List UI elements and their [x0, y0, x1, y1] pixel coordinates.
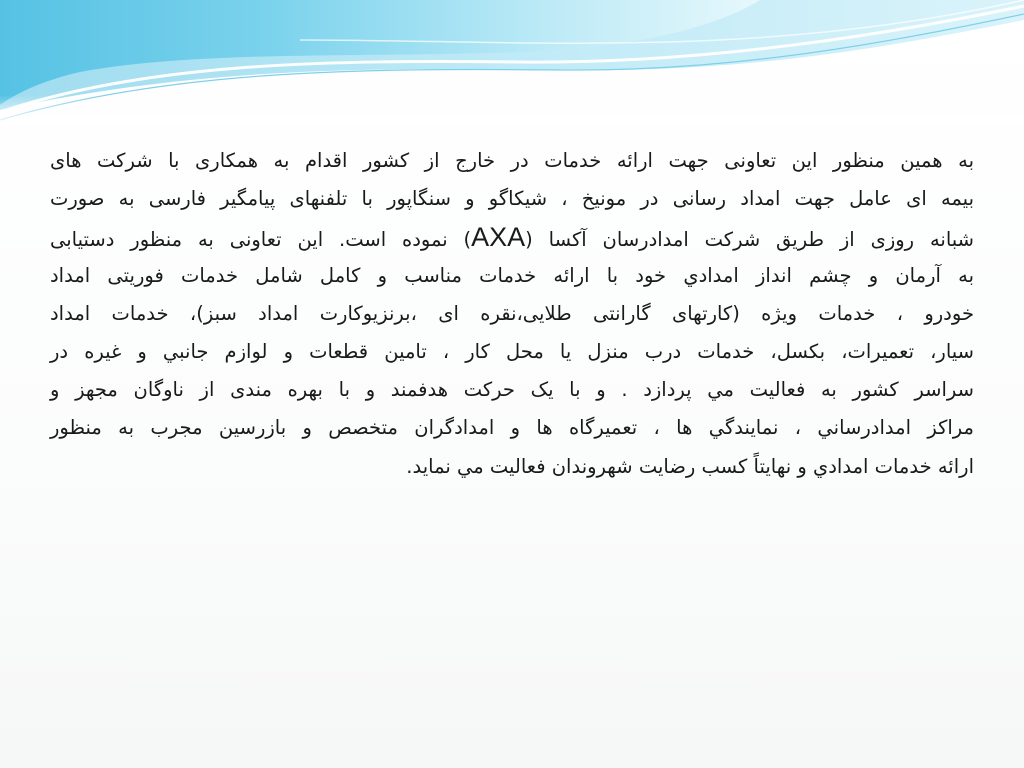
slide-body-text — [50, 142, 974, 486]
body-line-4: به آرمان و چشم انداز امدادي خود با ارائه خدمات مناسب و کامل شامل خدمات فوریتی امداد — [50, 263, 974, 287]
body-line-3-end: ) نموده است. این تعاونی به منظور دستیابی — [50, 228, 472, 252]
wave-header-decoration — [0, 0, 1024, 125]
body-line-1: به همین منظور این تعاونی جهت ارائه خدمات در خارج از کشور اقدام به همکاری با شرکت های — [50, 149, 974, 172]
body-line-8: مراکز امدادرساني ، نمایندگي ها ، تعمیرگاه ها و امدادگران متخصص و بازرسین مجرب به منظور — [50, 416, 974, 440]
axa-label: AXA — [471, 222, 526, 253]
body-line-3-start: شبانه روزی از طریق شرکت امدادرسان آکسا ( — [525, 228, 974, 252]
body-line-5: خودرو ، خدمات ویژه (کارتهای گارانتی طلایی،نقره ای ،برنزیوکارت امداد سبز)، خدمات امداد — [50, 301, 974, 325]
body-line-9: ارائه خدمات امدادي و نهایتاً کسب رضایت شهروندان فعالیت مي نماید. — [406, 454, 974, 478]
body-line-2: بیمه ای عامل جهت امداد رسانی در مونیخ ، شیکاگو و سنگاپور با تلفنهای پیامگیر فارسی به صورت — [50, 187, 974, 211]
body-line-3 — [50, 218, 974, 256]
body-line-6: سیار، تعمیرات، بکسل، خدمات درب منزل یا محل کار ، تامین قطعات و لوازم جانبي و غیره در — [50, 339, 974, 363]
body-line-7: سراسر کشور به فعالیت مي پردازد . و با یک حرکت هدفمند و با بهره مندی از ناوگان مجهز و — [50, 378, 974, 402]
